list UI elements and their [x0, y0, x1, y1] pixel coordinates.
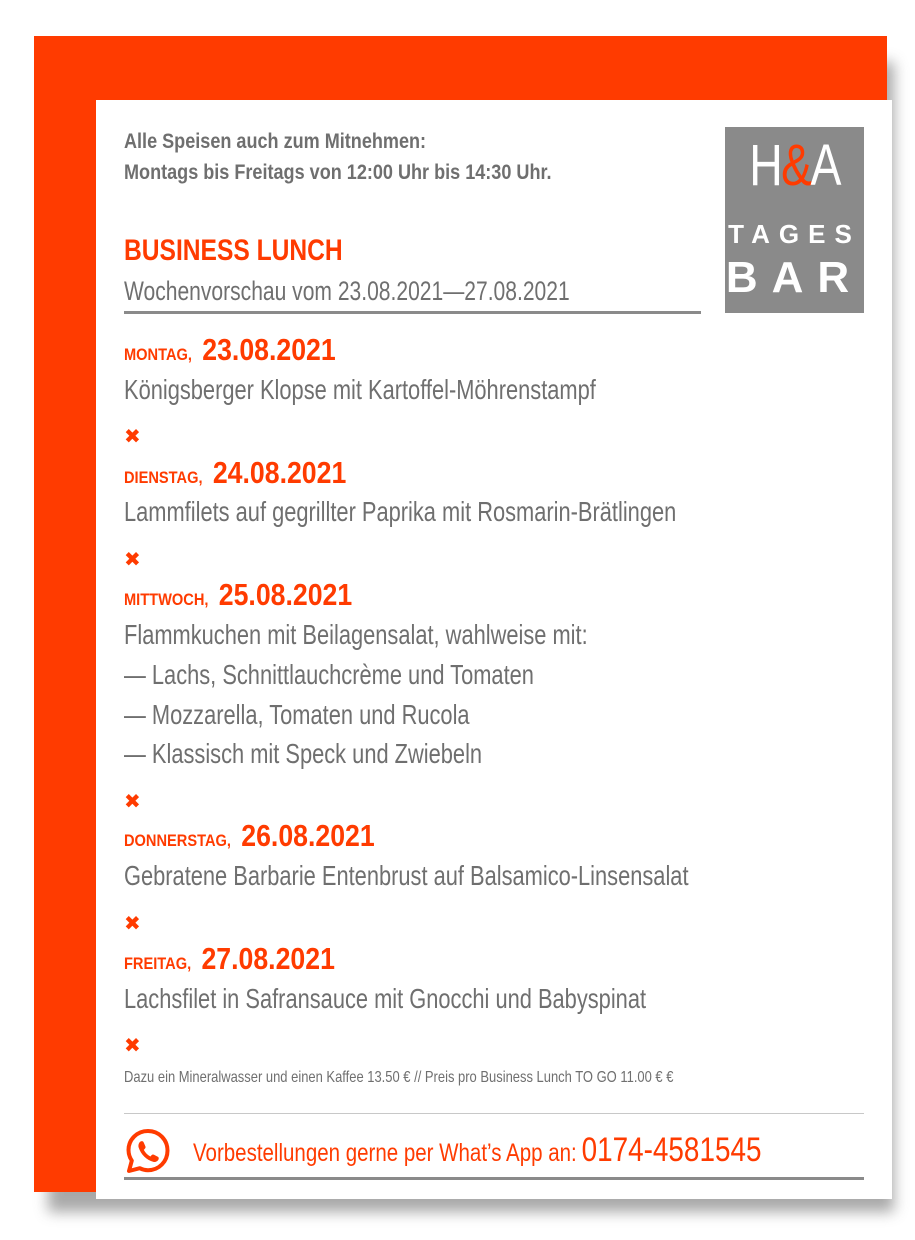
- day-date: 23.08.2021: [202, 332, 336, 367]
- logo-tages: TAGES: [728, 219, 861, 249]
- day-name: MONTAG,: [124, 345, 192, 364]
- dish-option: — Lachs, Schnittlauchcrème und Tomaten: [124, 659, 534, 690]
- bottom-divider: [124, 1177, 864, 1180]
- dish-line: Königsberger Klopse mit Kartoffel-Möhrenstampf: [124, 374, 596, 405]
- separator-icon: ✖: [124, 791, 141, 813]
- day-name: MITTWOCH,: [124, 590, 209, 609]
- preorder-label: Vorbestellungen gerne per What’s App an:: [193, 1139, 577, 1167]
- ha-tagesbar-logo: [725, 127, 864, 313]
- day-heading-thursday: [124, 818, 375, 854]
- day-name: FREITAG,: [124, 954, 192, 973]
- dish-line: Lachsfilet in Safransauce mit Gnocchi und Babyspinat: [124, 983, 647, 1014]
- day-date: 24.08.2021: [212, 455, 347, 490]
- logo-bar: BAR: [725, 253, 864, 302]
- separator-icon: ✖: [124, 549, 141, 571]
- footer-divider: [124, 1113, 864, 1114]
- day-date: 27.08.2021: [201, 941, 335, 976]
- day-name: DONNERSTAG,: [124, 831, 231, 850]
- day-date: 25.08.2021: [218, 577, 353, 612]
- day-heading-friday: [124, 941, 335, 977]
- day-heading-tuesday: [124, 455, 346, 491]
- day-name: DIENSTAG,: [124, 468, 203, 487]
- dish-option: — Klassisch mit Speck und Zwiebeln: [124, 738, 483, 769]
- week-range: Wochenvorschau vom 23.08.2021—27.08.2021: [124, 276, 570, 306]
- dish-line: Flammkuchen mit Beilagensalat, wahlweise mit:: [124, 619, 588, 650]
- preorder-info: [193, 1131, 761, 1170]
- whatsapp-icon: [124, 1127, 172, 1175]
- dish-option: — Mozzarella, Tomaten und Rucola: [124, 699, 470, 730]
- menu-frame: [34, 36, 887, 1192]
- menu-card: [96, 100, 892, 1199]
- phone-number[interactable]: 0174-4581545: [581, 1131, 762, 1169]
- dish-line: Gebratene Barbarie Entenbrust auf Balsamico-Linsensalat: [124, 860, 689, 891]
- takeaway-info: [124, 126, 552, 188]
- separator-icon: ✖: [124, 426, 141, 448]
- logo-ha: H&A: [749, 133, 840, 198]
- page-title: BUSINESS LUNCH: [124, 234, 343, 267]
- day-heading-monday: [124, 332, 336, 368]
- day-heading-wednesday: [124, 577, 352, 613]
- day-date: 26.08.2021: [241, 818, 375, 853]
- takeaway-hours: Montags bis Freitags von 12:00 Uhr bis 14:30 Uhr.: [124, 161, 552, 184]
- takeaway-line-1: Alle Speisen auch zum Mitnehmen:: [124, 130, 427, 153]
- separator-icon: ✖: [124, 913, 141, 935]
- title-divider: [124, 311, 701, 314]
- price-note: Dazu ein Mineralwasser und einen Kaffee 13.50 € // Preis pro Business Lunch TO GO 11.00 € €: [124, 1069, 674, 1086]
- separator-icon: ✖: [124, 1035, 141, 1057]
- dish-line: Lammfilets auf gegrillter Paprika mit Rosmarin-Brätlingen: [124, 496, 677, 527]
